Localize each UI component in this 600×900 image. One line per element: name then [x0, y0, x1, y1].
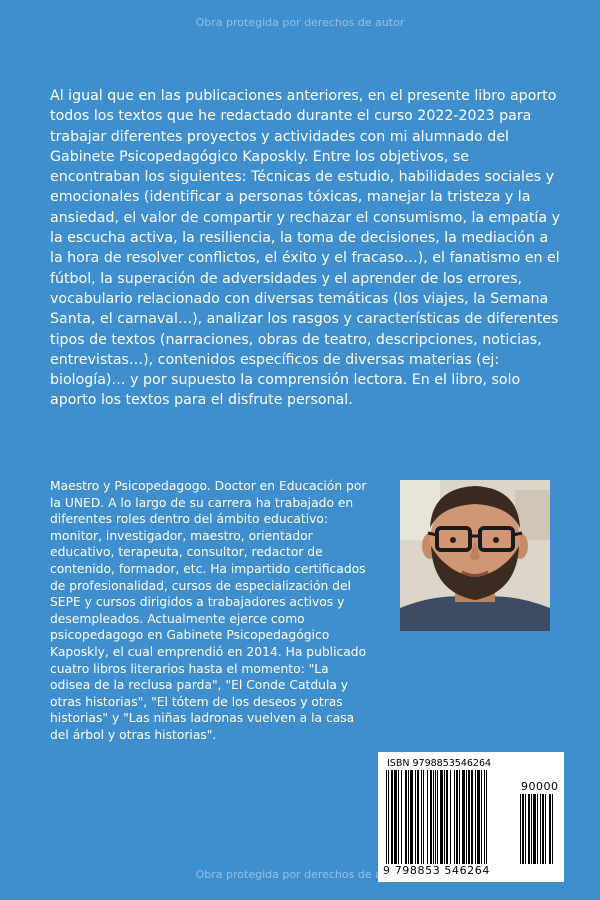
isbn-label: ISBN 9798853546264: [387, 758, 492, 769]
author-bio: Maestro y Psicopedagogo. Doctor en Educación por la UNED. A lo largo de su carrera ha trabajado en diferentes roles dentro del ámbito educativo: monitor, investigador, maestro, orientador educativo, terapeuta, consultor, redactor de contenido, formador, etc. Ha impartido certificados de profesionalidad, cursos de especialización del SEPE y cursos dirigidos a trabajadores activos y desempleados. Actualmente ejerce como psicopedagogo en Gabinete Psicopedagógico Kaposkly, el cual emprendió en 2014. Ha publicado cuatro libros literarios hasta el momento: "La odisea de la reclusa parda", "El Conde Catdula y otras historias", "El tótem de los deseos y otras historias" y "Las niñas ladronas vuelven a la casa del árbol y otras historias".: [50, 479, 367, 742]
barcode-bar: [427, 770, 428, 864]
barcode-bar: [531, 794, 532, 864]
barcode-bar: [542, 794, 544, 864]
back-cover-synopsis: Al igual que en las publicaciones anteriores, en el presente libro aporto todos los textos que he redactado durante el curso 2022-2023 para trabajar diferentes proyectos y actividades con mi alumnado del Gabinete Psicopedagógico Kaposkly. Entre los objetivos, se encontraban los siguientes: Técnicas de estudio, habilidades sociales y emocionales (identificar a personas tóxicas, manejar la tristeza y la ansiedad, el valor de compartir y rechazar el consumismo, la empatía y la escucha activa, la resiliencia, la toma de decisiones, la mediación a la hora de resolver conflictos, el éxito y el fracaso…), el fanatismo en el fútbol, la superación de adversidades y el aprender de los errores, vocabulario relacionado con diversas temáticas (los viajes, la Semana Santa, el carnaval…), analizar los rasgos y características de diferentes tipos de textos (narraciones, obras de teatro, descripciones, noticias, entrevistas…), contenidos específicos de diversas materias (ej: biología)… y por supuesto la comprensión lectora. En el libro, solo aporto los textos para el disfrute personal.: [50, 88, 560, 409]
barcode-bar: [394, 770, 397, 864]
barcode-bar: [444, 770, 445, 864]
barcode-bar: [468, 770, 470, 864]
barcode-bar: [423, 770, 424, 864]
barcode-bar: [549, 794, 551, 864]
barcode-bar: [401, 770, 402, 864]
barcode-bar: [386, 770, 387, 864]
barcode-bar: [450, 770, 451, 864]
barcode-bar: [484, 770, 485, 864]
barcode-bar: [486, 770, 487, 864]
barcode-bar: [462, 770, 465, 864]
barcode-bar: [454, 770, 455, 864]
barcode-bar: [435, 770, 436, 864]
barcode-bar: [388, 770, 389, 864]
barcode-bar: [477, 770, 480, 864]
price-code: 90000: [521, 780, 559, 793]
ean-barcode-bars: [386, 770, 516, 864]
addon-barcode-bars: [520, 794, 560, 864]
barcode-bar: [528, 794, 530, 864]
barcode-bar: [481, 770, 482, 864]
barcode-bar: [520, 794, 521, 864]
barcode-bar: [552, 794, 553, 864]
barcode-bar: [391, 770, 393, 864]
barcode-bar: [533, 794, 536, 864]
barcode-bar: [525, 794, 526, 864]
barcode-bar: [430, 770, 432, 864]
barcode-bar: [433, 770, 434, 864]
barcode-bar: [408, 770, 409, 864]
barcode-bar: [415, 770, 416, 864]
author-photo: [400, 480, 550, 631]
barcode-bar: [471, 770, 473, 864]
barcode-bar: [405, 770, 407, 864]
barcode-bar: [459, 770, 460, 864]
barcode-bar: [417, 770, 419, 864]
barcode-bar: [456, 770, 458, 864]
barcode-bar: [398, 770, 399, 864]
barcode-bar: [446, 770, 448, 864]
isbn-barcode: [378, 752, 564, 882]
barcode-bar: [540, 794, 541, 864]
barcode-bar: [545, 794, 546, 864]
watermark-top: Obra protegida por derechos de autor: [195, 16, 405, 29]
barcode-bar: [466, 770, 467, 864]
barcode-bar: [440, 770, 443, 864]
author-portrait-illustration: [400, 480, 550, 631]
barcode-bar: [410, 770, 413, 864]
ean-digits: 9 798853 546264: [383, 864, 490, 877]
barcode-bar: [537, 794, 538, 864]
barcode-bar: [475, 770, 476, 864]
barcode-bar: [522, 794, 524, 864]
barcode-bar: [421, 770, 422, 864]
watermark-bottom: Obra protegida por derechos de autor: [195, 868, 405, 881]
barcode-bar: [437, 770, 438, 864]
